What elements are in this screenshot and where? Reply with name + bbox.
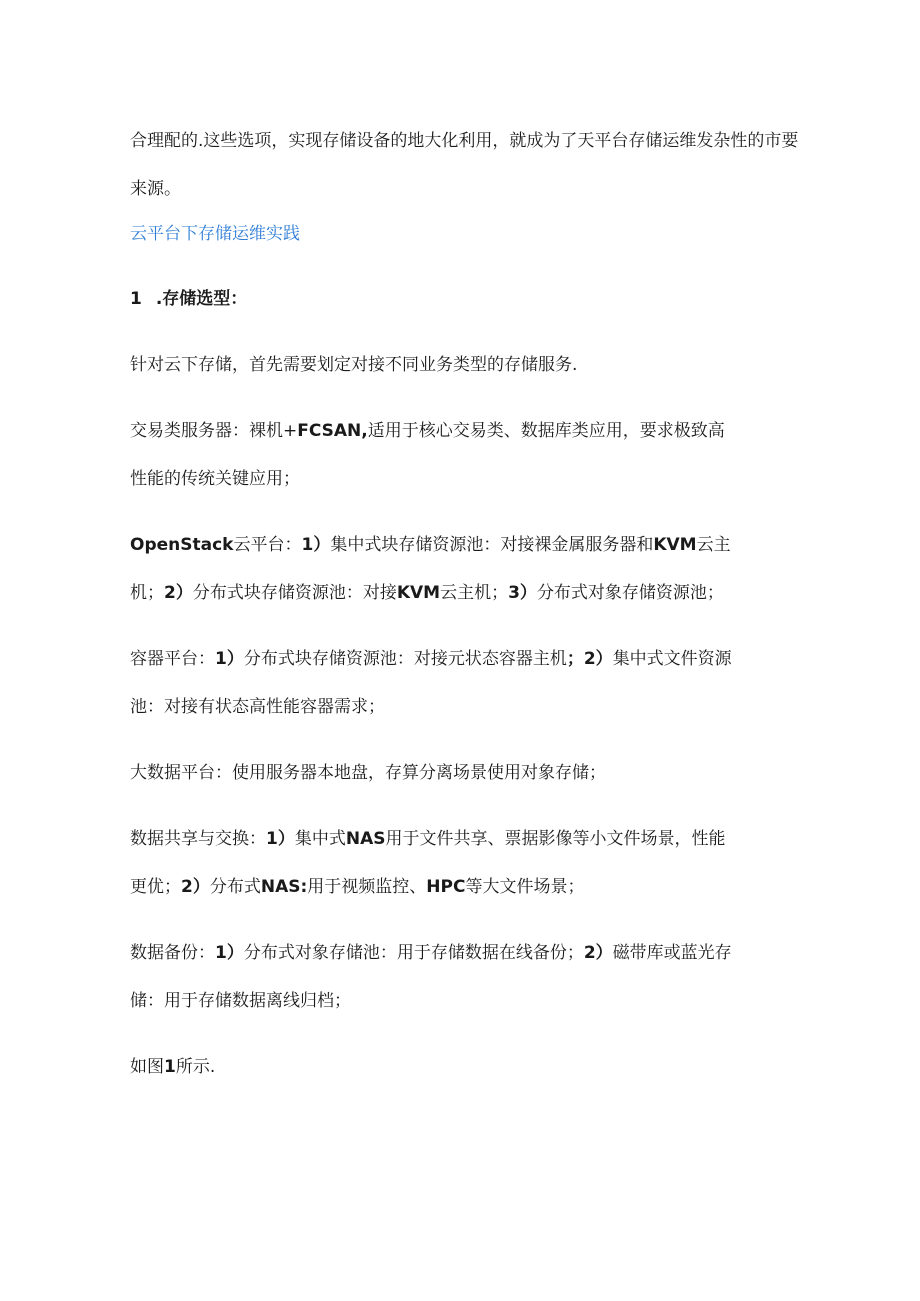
text-bold: NAS xyxy=(345,829,386,849)
text-bold: 2） xyxy=(583,943,613,963)
paragraph-line xyxy=(130,582,724,604)
text: 集中式块存储资源池：对接裸金属服务器和 xyxy=(330,535,654,555)
text: 分布式块存储资源池：对接 xyxy=(192,583,397,603)
paragraph-line xyxy=(130,534,731,556)
paragraph-line xyxy=(130,696,385,718)
text: 云平台： xyxy=(233,535,302,555)
text-bold: 2） xyxy=(181,877,210,897)
text-bold: FCSAN, xyxy=(297,421,368,441)
text: 用于文件共享、票据影像等小文件场景，性能 xyxy=(385,829,726,849)
heading-text: 云平台下存储运维实践 xyxy=(130,224,300,244)
text-bold: ； xyxy=(566,649,584,669)
text: 分布式块存储资源池：对接元状态容器主机 xyxy=(243,649,567,669)
paragraph-line xyxy=(130,762,606,784)
section-heading xyxy=(130,223,300,245)
text-bold: 2） xyxy=(164,583,193,603)
list-item-heading xyxy=(130,288,247,310)
text: 数据共享与交换： xyxy=(130,829,266,849)
text: 分布式对象存储池：用于存储数据在线备份； xyxy=(243,943,584,963)
paragraph-line xyxy=(130,648,732,670)
text-bold: 1） xyxy=(215,649,244,669)
text: 用于视频监控、 xyxy=(307,877,427,897)
text-bold: 3） xyxy=(508,583,537,603)
text-bold: NAS: xyxy=(260,877,308,897)
paragraph-line xyxy=(130,354,577,376)
text: 云主机； xyxy=(440,583,509,603)
text: 所示. xyxy=(175,1057,216,1077)
text: 数据备份： xyxy=(130,943,215,963)
text: 大数据平台：使用服务器本地盘，存算分离场景使用对象存储； xyxy=(130,763,606,783)
text-bold: 1） xyxy=(301,535,331,555)
text-bold: HPC xyxy=(426,877,466,897)
text: 更优； xyxy=(130,877,181,897)
text: 容器平台： xyxy=(130,649,215,669)
text: 机； xyxy=(130,583,164,603)
text-bold: KVM xyxy=(653,535,697,555)
text: 储：用于存储数据离线归档； xyxy=(130,991,351,1011)
paragraph-line xyxy=(130,876,584,898)
text-bold: 1 xyxy=(164,1057,176,1077)
text: 来源。 xyxy=(130,179,181,199)
text: 分布式对象存储资源池； xyxy=(536,583,724,603)
paragraph-line xyxy=(130,178,181,200)
text: 磁带库或蓝光存 xyxy=(612,943,732,963)
paragraph-line xyxy=(130,468,300,490)
text: 性能的传统关键应用； xyxy=(130,469,300,489)
text: 集中式 xyxy=(294,829,346,849)
text: 云主 xyxy=(696,535,731,555)
text: 等大文件场景； xyxy=(465,877,585,897)
text: 如图 xyxy=(130,1057,164,1077)
text: 合理配的.这些选项，实现存储设备的地大化利用，就成为了天平台存储运维发杂性的市要 xyxy=(130,131,799,151)
paragraph-line xyxy=(130,828,725,850)
text-bold: OpenStack xyxy=(130,535,234,555)
paragraph-line xyxy=(130,942,732,964)
text: 分布式 xyxy=(209,877,261,897)
paragraph-line xyxy=(130,130,798,152)
text: 针对云下存储，首先需要划定对接不同业务类型的存储服务. xyxy=(130,355,578,375)
item-text-dot: .存储选型： xyxy=(155,289,248,309)
paragraph-line xyxy=(130,420,725,442)
text: 适用于核心交易类、数据库类应用，要求极致高 xyxy=(367,421,725,441)
text: 池：对接有状态高性能容器需求； xyxy=(130,697,385,717)
paragraph-line xyxy=(130,990,351,1012)
text-bold: 1） xyxy=(266,829,295,849)
item-number: 1 xyxy=(130,289,142,309)
paragraph-line xyxy=(130,1056,215,1078)
text: 集中式文件资源 xyxy=(612,649,732,669)
text-bold: 1） xyxy=(215,943,244,963)
text-bold: KVM xyxy=(396,583,441,603)
text-bold: 2） xyxy=(583,649,613,669)
text: 交易类服务器：裸机+ xyxy=(130,421,298,441)
